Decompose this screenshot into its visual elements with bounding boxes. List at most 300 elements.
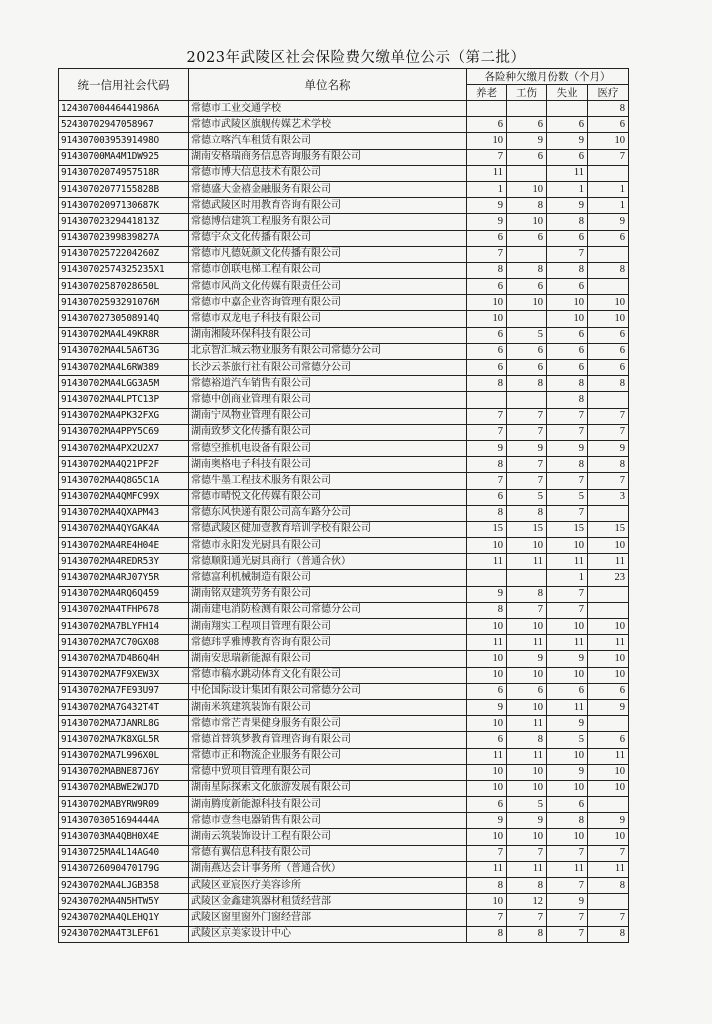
unit-name-cell: 武陵区京美家设计中心 xyxy=(189,926,467,942)
injury-months-cell: 8 xyxy=(507,376,547,392)
medical-months-cell: 9 xyxy=(588,214,629,230)
credit-code-cell: 92430702MA4QLEHQ1Y xyxy=(59,910,189,926)
unit-name-cell: 常德空推机电设备有限公司 xyxy=(189,440,467,456)
credit-code-cell: 91430702574325235X1 xyxy=(59,262,189,278)
pension-months-cell: 7 xyxy=(467,246,507,262)
medical-months-cell: 7 xyxy=(588,424,629,440)
credit-code-cell: 91430702MA4RJ07Y5R xyxy=(59,570,189,586)
medical-months-cell: 6 xyxy=(588,360,629,376)
unemployment-months-cell: 15 xyxy=(547,521,588,537)
table-row xyxy=(59,699,629,715)
pension-months-cell xyxy=(467,101,507,117)
injury-months-cell: 10 xyxy=(507,780,547,796)
unemployment-months-cell: 8 xyxy=(547,214,588,230)
credit-code-cell: 91430702MA7C70GX08 xyxy=(59,635,189,651)
unit-name-cell: 常德玮孚雅博教育咨询有限公司 xyxy=(189,635,467,651)
unemployment-months-cell: 8 xyxy=(547,262,588,278)
pension-months-cell xyxy=(467,570,507,586)
injury-months-cell: 10 xyxy=(507,181,547,197)
credit-code-cell: 91430702MA4L6RW389 xyxy=(59,360,189,376)
pension-months-cell: 10 xyxy=(467,716,507,732)
table-row xyxy=(59,343,629,359)
medical-months-cell: 15 xyxy=(588,521,629,537)
pension-months-cell: 6 xyxy=(467,732,507,748)
credit-code-cell: 91430702MA7JANRL8G xyxy=(59,716,189,732)
medical-months-cell: 6 xyxy=(588,230,629,246)
table-row xyxy=(59,878,629,894)
pension-months-cell: 1 xyxy=(467,181,507,197)
unemployment-months-cell: 6 xyxy=(547,683,588,699)
injury-months-cell: 6 xyxy=(507,117,547,133)
credit-code-cell: 91430702MABYRW9R09 xyxy=(59,797,189,813)
unit-name-cell: 湖南星际探索文化旅游发展有限公司 xyxy=(189,780,467,796)
table-row xyxy=(59,198,629,214)
credit-code-cell: 52430702947058967 xyxy=(59,117,189,133)
header-unemployment: 失业 xyxy=(547,85,588,101)
credit-code-cell: 91430702MA7L996X0L xyxy=(59,748,189,764)
credit-code-cell: 91430702MA7G432T4T xyxy=(59,699,189,715)
medical-months-cell: 10 xyxy=(588,780,629,796)
pension-months-cell: 6 xyxy=(467,117,507,133)
medical-months-cell: 10 xyxy=(588,764,629,780)
unit-name-cell: 湖南宁凤物业管理有限公司 xyxy=(189,408,467,424)
credit-code-cell: 91430725MA4L14AG40 xyxy=(59,845,189,861)
unemployment-months-cell: 7 xyxy=(547,246,588,262)
unit-name-cell: 常德有翼信息科技有限公司 xyxy=(189,845,467,861)
unit-name-cell: 湖南燕达会计事务所（普通合伙） xyxy=(189,861,467,877)
unit-name-cell: 湖南云筑装饰设计工程有限公司 xyxy=(189,829,467,845)
unit-name-cell: 常德市稿水跳动体育文化有限公司 xyxy=(189,667,467,683)
medical-months-cell: 8 xyxy=(588,878,629,894)
table-row xyxy=(59,602,629,618)
credit-code-cell: 91430702587028650L xyxy=(59,279,189,295)
unit-name-cell: 常德市风尚文化传媒有限责任公司 xyxy=(189,279,467,295)
table-row xyxy=(59,392,629,408)
table-row xyxy=(59,165,629,181)
pension-months-cell: 8 xyxy=(467,262,507,278)
medical-months-cell: 23 xyxy=(588,570,629,586)
pension-months-cell: 6 xyxy=(467,327,507,343)
credit-code-cell: 91430702730508914Q xyxy=(59,311,189,327)
injury-months-cell xyxy=(507,570,547,586)
pension-months-cell: 11 xyxy=(467,748,507,764)
unemployment-months-cell: 7 xyxy=(547,408,588,424)
unemployment-months-cell: 10 xyxy=(547,538,588,554)
unit-name-cell: 湖南翔实工程项目管理有限公司 xyxy=(189,619,467,635)
table-row xyxy=(59,311,629,327)
table-row xyxy=(59,521,629,537)
table-row xyxy=(59,748,629,764)
pension-months-cell: 7 xyxy=(467,910,507,926)
credit-code-cell: 91430702MA7D4B6Q4H xyxy=(59,651,189,667)
medical-months-cell: 11 xyxy=(588,748,629,764)
unit-name-cell: 湖南湘陵环保科技有限公司 xyxy=(189,327,467,343)
credit-code-cell: 91430702MA4PPY5C69 xyxy=(59,424,189,440)
credit-code-cell: 91430702MABNE87J6Y xyxy=(59,764,189,780)
table-row xyxy=(59,764,629,780)
credit-code-cell: 91430700MA4M1DW925 xyxy=(59,149,189,165)
medical-months-cell xyxy=(588,894,629,910)
unit-name-cell: 北京智汇城云物业服务有限公司常德分公司 xyxy=(189,343,467,359)
unemployment-months-cell: 7 xyxy=(547,878,588,894)
table-row xyxy=(59,667,629,683)
unemployment-months-cell: 7 xyxy=(547,845,588,861)
unemployment-months-cell: 6 xyxy=(547,327,588,343)
injury-months-cell: 11 xyxy=(507,635,547,651)
table-row xyxy=(59,586,629,602)
credit-code-cell: 91430702MA4L5A6T3G xyxy=(59,343,189,359)
table-row xyxy=(59,861,629,877)
credit-code-cell: 91430702097130687K xyxy=(59,198,189,214)
injury-months-cell xyxy=(507,101,547,117)
unemployment-months-cell: 8 xyxy=(547,457,588,473)
table-row xyxy=(59,149,629,165)
medical-months-cell: 7 xyxy=(588,408,629,424)
unit-name-cell: 常德市工业交通学校 xyxy=(189,101,467,117)
table-row xyxy=(59,716,629,732)
pension-months-cell: 9 xyxy=(467,198,507,214)
pension-months-cell: 9 xyxy=(467,813,507,829)
pension-months-cell: 11 xyxy=(467,635,507,651)
credit-code-cell: 91430702MA7FE93U97 xyxy=(59,683,189,699)
pension-months-cell: 10 xyxy=(467,133,507,149)
injury-months-cell: 6 xyxy=(507,230,547,246)
header-medical: 医疗 xyxy=(588,85,629,101)
medical-months-cell: 10 xyxy=(588,295,629,311)
pension-months-cell: 9 xyxy=(467,699,507,715)
injury-months-cell: 8 xyxy=(507,198,547,214)
unemployment-months-cell: 9 xyxy=(547,651,588,667)
medical-months-cell: 10 xyxy=(588,829,629,845)
credit-code-cell: 91430702329441813Z xyxy=(59,214,189,230)
unemployment-months-cell: 6 xyxy=(547,230,588,246)
injury-months-cell: 11 xyxy=(507,554,547,570)
credit-code-cell: 92430702MA4LJGB358 xyxy=(59,878,189,894)
injury-months-cell: 9 xyxy=(507,133,547,149)
table-row xyxy=(59,360,629,376)
unit-name-cell: 常德宇众文化传播有限公司 xyxy=(189,230,467,246)
credit-code-cell: 91430702MA4PX2U2X7 xyxy=(59,440,189,456)
credit-code-cell: 91430726090470179G xyxy=(59,861,189,877)
unit-name-cell: 常德裕道汽车销售有限公司 xyxy=(189,376,467,392)
pension-months-cell: 10 xyxy=(467,311,507,327)
unit-name-cell: 常德首替筑梦教育管理咨询有限公司 xyxy=(189,732,467,748)
pension-months-cell: 6 xyxy=(467,360,507,376)
table-row xyxy=(59,424,629,440)
table-body xyxy=(59,101,629,943)
credit-code-cell: 91430702399839827A xyxy=(59,230,189,246)
credit-code-cell: 91430702MA7BLYFH14 xyxy=(59,619,189,635)
table-row xyxy=(59,554,629,570)
medical-months-cell: 6 xyxy=(588,732,629,748)
injury-months-cell: 11 xyxy=(507,861,547,877)
unit-name-cell: 湖南铭双建筑劳务有限公司 xyxy=(189,586,467,602)
pension-months-cell: 10 xyxy=(467,667,507,683)
pension-months-cell: 10 xyxy=(467,651,507,667)
medical-months-cell: 11 xyxy=(588,554,629,570)
medical-months-cell: 7 xyxy=(588,910,629,926)
unit-name-cell: 中伦国际设计集团有限公司常德分公司 xyxy=(189,683,467,699)
unemployment-months-cell: 6 xyxy=(547,279,588,295)
credit-code-cell: 91430702MA4QYGAK4A xyxy=(59,521,189,537)
unemployment-months-cell: 6 xyxy=(547,343,588,359)
medical-months-cell: 10 xyxy=(588,538,629,554)
medical-months-cell xyxy=(588,602,629,618)
pension-months-cell: 8 xyxy=(467,926,507,942)
unemployment-months-cell: 10 xyxy=(547,780,588,796)
injury-months-cell: 6 xyxy=(507,360,547,376)
unemployment-months-cell: 11 xyxy=(547,554,588,570)
unemployment-months-cell: 10 xyxy=(547,748,588,764)
medical-months-cell: 1 xyxy=(588,198,629,214)
medical-months-cell: 8 xyxy=(588,101,629,117)
credit-code-cell: 91430702MA4LGG3A5M xyxy=(59,376,189,392)
injury-months-cell: 7 xyxy=(507,408,547,424)
injury-months-cell: 10 xyxy=(507,764,547,780)
unemployment-months-cell: 11 xyxy=(547,699,588,715)
credit-code-cell: 92430702MA4N5HTW5Y xyxy=(59,894,189,910)
unit-name-cell: 常德东风快递有限公司高车路分公司 xyxy=(189,505,467,521)
header-months-group: 各险种欠缴月份数（个月） xyxy=(467,69,629,85)
unemployment-months-cell: 11 xyxy=(547,635,588,651)
credit-code-cell: 91430702077155828B xyxy=(59,181,189,197)
pension-months-cell: 7 xyxy=(467,408,507,424)
unit-name-cell: 湖南安思瑞新能源有限公司 xyxy=(189,651,467,667)
unit-name-cell: 武陵区亚宸医疗美容诊所 xyxy=(189,878,467,894)
medical-months-cell: 7 xyxy=(588,473,629,489)
injury-months-cell: 6 xyxy=(507,279,547,295)
credit-code-cell: 91430702MA4Q8G5C1A xyxy=(59,473,189,489)
injury-months-cell: 5 xyxy=(507,489,547,505)
unemployment-months-cell: 10 xyxy=(547,295,588,311)
table-row xyxy=(59,457,629,473)
injury-months-cell: 10 xyxy=(507,699,547,715)
table-row xyxy=(59,651,629,667)
unemployment-months-cell: 1 xyxy=(547,181,588,197)
pension-months-cell: 7 xyxy=(467,473,507,489)
medical-months-cell: 6 xyxy=(588,683,629,699)
table-row xyxy=(59,894,629,910)
injury-months-cell: 12 xyxy=(507,894,547,910)
credit-code-cell: 12430700446441986A xyxy=(59,101,189,117)
table-row xyxy=(59,813,629,829)
injury-months-cell: 7 xyxy=(507,910,547,926)
medical-months-cell: 9 xyxy=(588,699,629,715)
table-row xyxy=(59,101,629,117)
pension-months-cell: 6 xyxy=(467,683,507,699)
injury-months-cell: 9 xyxy=(507,440,547,456)
unit-name-cell: 常德立喀汽车租赁有限公司 xyxy=(189,133,467,149)
credit-code-cell: 91430702MA7F9XEW3X xyxy=(59,667,189,683)
table-row xyxy=(59,570,629,586)
unit-name-cell: 常德市双龙电子科技有限公司 xyxy=(189,311,467,327)
injury-months-cell: 8 xyxy=(507,262,547,278)
pension-months-cell: 7 xyxy=(467,424,507,440)
pension-months-cell: 6 xyxy=(467,797,507,813)
pension-months-cell: 8 xyxy=(467,376,507,392)
injury-months-cell: 6 xyxy=(507,343,547,359)
injury-months-cell: 8 xyxy=(507,926,547,942)
table-row xyxy=(59,408,629,424)
unemployment-months-cell: 6 xyxy=(547,360,588,376)
injury-months-cell: 10 xyxy=(507,829,547,845)
table-row xyxy=(59,262,629,278)
medical-months-cell: 9 xyxy=(588,813,629,829)
medical-months-cell: 8 xyxy=(588,457,629,473)
unit-name-cell: 常德富利机械制造有限公司 xyxy=(189,570,467,586)
unemployment-months-cell: 7 xyxy=(547,602,588,618)
unemployment-months-cell: 10 xyxy=(547,311,588,327)
pension-months-cell: 9 xyxy=(467,214,507,230)
medical-months-cell: 1 xyxy=(588,181,629,197)
unit-name-cell: 湖南建电消防检测有限公司常德分公司 xyxy=(189,602,467,618)
table-row xyxy=(59,845,629,861)
table-row xyxy=(59,780,629,796)
table-row xyxy=(59,505,629,521)
pension-months-cell: 10 xyxy=(467,538,507,554)
medical-months-cell: 8 xyxy=(588,262,629,278)
pension-months-cell xyxy=(467,392,507,408)
unemployment-months-cell: 5 xyxy=(547,732,588,748)
pension-months-cell: 9 xyxy=(467,586,507,602)
medical-months-cell: 11 xyxy=(588,635,629,651)
medical-months-cell: 8 xyxy=(588,926,629,942)
pension-months-cell: 10 xyxy=(467,894,507,910)
unemployment-months-cell: 8 xyxy=(547,392,588,408)
injury-months-cell: 9 xyxy=(507,813,547,829)
unit-name-cell: 常德市常芒青果健身服务有限公司 xyxy=(189,716,467,732)
unit-name-cell: 湖南致梦文化传播有限公司 xyxy=(189,424,467,440)
medical-months-cell xyxy=(588,716,629,732)
unemployment-months-cell: 11 xyxy=(547,165,588,181)
medical-months-cell: 8 xyxy=(588,376,629,392)
injury-months-cell: 11 xyxy=(507,716,547,732)
pension-months-cell: 6 xyxy=(467,279,507,295)
pension-months-cell: 8 xyxy=(467,505,507,521)
page-title: 2023年武陵区社会保险费欠缴单位公示（第二批） xyxy=(186,50,526,66)
unit-name-cell: 常德市中嘉企业咨询管理有限公司 xyxy=(189,295,467,311)
injury-months-cell: 8 xyxy=(507,878,547,894)
table-row xyxy=(59,133,629,149)
medical-months-cell: 11 xyxy=(588,861,629,877)
unit-name-cell: 常德市凡德妩颜文化传播有限公司 xyxy=(189,246,467,262)
medical-months-cell: 7 xyxy=(588,149,629,165)
table-row xyxy=(59,683,629,699)
unit-name-cell: 湖南奥格电子科技有限公司 xyxy=(189,457,467,473)
unit-name-cell: 常德武陵区时用教育咨询有限公司 xyxy=(189,198,467,214)
injury-months-cell xyxy=(507,311,547,327)
unemployment-months-cell: 11 xyxy=(547,861,588,877)
injury-months-cell: 11 xyxy=(507,748,547,764)
table-row xyxy=(59,926,629,942)
unit-name-cell: 长沙云茶旅行社有限公司常德分公司 xyxy=(189,360,467,376)
injury-months-cell: 6 xyxy=(507,683,547,699)
injury-months-cell: 10 xyxy=(507,619,547,635)
credit-code-cell: 91430703MA4QBH0X4E xyxy=(59,829,189,845)
unit-name-cell: 常德市博大信息技术有限公司 xyxy=(189,165,467,181)
pension-months-cell: 15 xyxy=(467,521,507,537)
medical-months-cell: 6 xyxy=(588,343,629,359)
table-row xyxy=(59,295,629,311)
header-injury: 工伤 xyxy=(507,85,547,101)
unit-name-cell: 常德市永阳发光厨具有限公司 xyxy=(189,538,467,554)
injury-months-cell: 7 xyxy=(507,457,547,473)
medical-months-cell xyxy=(588,505,629,521)
table-row xyxy=(59,538,629,554)
pension-months-cell: 8 xyxy=(467,878,507,894)
injury-months-cell xyxy=(507,165,547,181)
injury-months-cell: 7 xyxy=(507,845,547,861)
unit-name-cell: 常德中创商业管理有限公司 xyxy=(189,392,467,408)
credit-code-cell: 91430702MA4L49KR8R xyxy=(59,327,189,343)
unemployment-months-cell: 10 xyxy=(547,619,588,635)
unit-name-cell: 武陵区金鑫建筑器材租赁经营部 xyxy=(189,894,467,910)
table-row xyxy=(59,117,629,133)
table-row xyxy=(59,230,629,246)
unit-name-cell: 常德市晴悦文化传媒有限公司 xyxy=(189,489,467,505)
unit-name-cell: 常德市创联电梯工程有限公司 xyxy=(189,262,467,278)
credit-code-cell: 91430702MA4RE4H04E xyxy=(59,538,189,554)
injury-months-cell: 8 xyxy=(507,505,547,521)
credit-code-cell: 91430702MABWE2WJ7D xyxy=(59,780,189,796)
table-row xyxy=(59,473,629,489)
medical-months-cell: 9 xyxy=(588,440,629,456)
table-row xyxy=(59,797,629,813)
unit-name-cell: 常德市壹叁电器销售有限公司 xyxy=(189,813,467,829)
header-code: 统一信用社会代码 xyxy=(59,69,189,101)
unit-name-cell: 常德盛大金禧金融服务有限公司 xyxy=(189,181,467,197)
medical-months-cell: 10 xyxy=(588,311,629,327)
injury-months-cell: 10 xyxy=(507,295,547,311)
medical-months-cell: 7 xyxy=(588,845,629,861)
unit-name-cell: 常德武陵区健加壹教育培训学校有限公司 xyxy=(189,521,467,537)
injury-months-cell: 5 xyxy=(507,327,547,343)
medical-months-cell: 10 xyxy=(588,133,629,149)
pension-months-cell: 10 xyxy=(467,780,507,796)
medical-months-cell xyxy=(588,392,629,408)
unemployment-months-cell: 8 xyxy=(547,813,588,829)
unemployment-months-cell: 10 xyxy=(547,667,588,683)
table-row xyxy=(59,910,629,926)
injury-months-cell xyxy=(507,392,547,408)
unemployment-months-cell: 7 xyxy=(547,424,588,440)
table-row xyxy=(59,440,629,456)
table-row xyxy=(59,327,629,343)
medical-months-cell: 3 xyxy=(588,489,629,505)
pension-months-cell: 8 xyxy=(467,457,507,473)
injury-months-cell: 10 xyxy=(507,214,547,230)
credit-code-cell: 91430702MA4QMFC99X xyxy=(59,489,189,505)
pension-months-cell: 7 xyxy=(467,845,507,861)
unit-name-cell: 常德博信建筑工程服务有限公司 xyxy=(189,214,467,230)
table-row xyxy=(59,181,629,197)
pension-months-cell: 6 xyxy=(467,230,507,246)
unemployment-months-cell: 6 xyxy=(547,149,588,165)
unemployment-months-cell: 5 xyxy=(547,489,588,505)
medical-months-cell xyxy=(588,797,629,813)
unemployment-months-cell: 7 xyxy=(547,926,588,942)
credit-code-cell: 91430702572204260Z xyxy=(59,246,189,262)
medical-months-cell: 10 xyxy=(588,667,629,683)
header-name: 单位名称 xyxy=(189,69,467,101)
table-row xyxy=(59,376,629,392)
unemployment-months-cell: 9 xyxy=(547,440,588,456)
injury-months-cell: 6 xyxy=(507,149,547,165)
credit-code-cell: 91430702MA4PK32FXG xyxy=(59,408,189,424)
pension-months-cell: 7 xyxy=(467,149,507,165)
unemployment-months-cell: 9 xyxy=(547,894,588,910)
credit-code-cell: 91430702MA4LPTC13P xyxy=(59,392,189,408)
